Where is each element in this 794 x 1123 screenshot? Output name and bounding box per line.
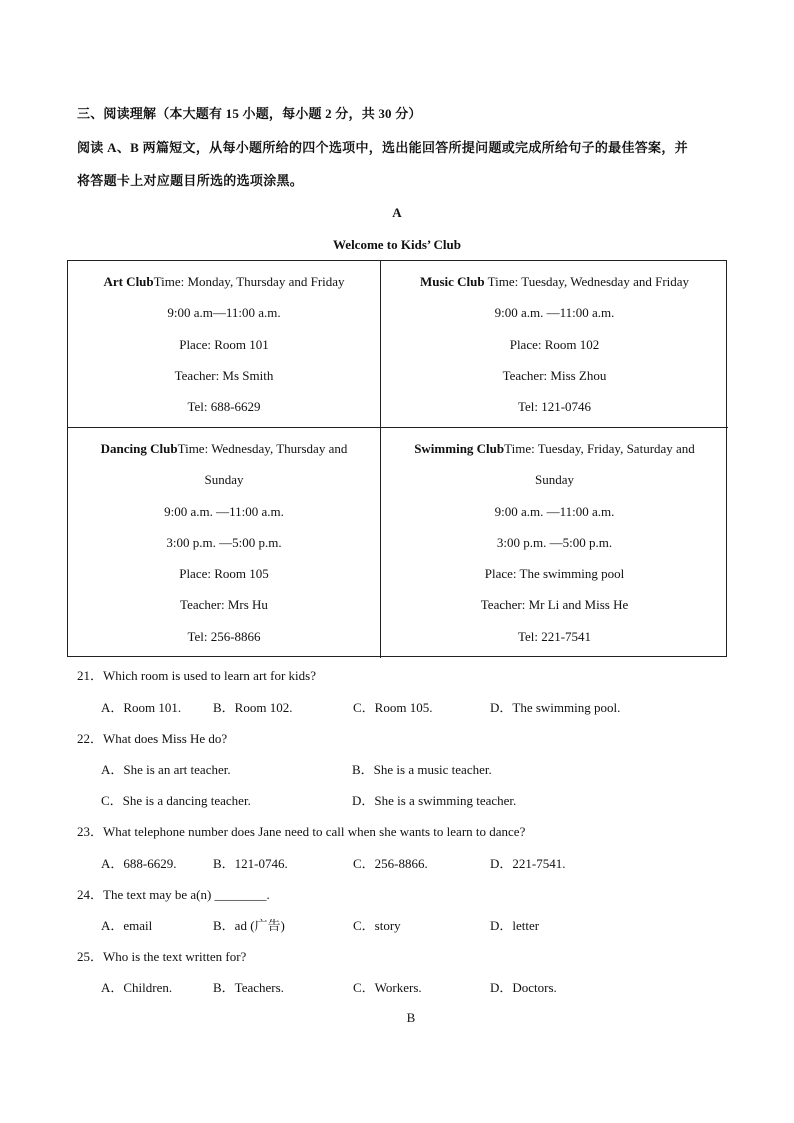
club-teacher: Teacher: Ms Smith — [174, 367, 274, 383]
question-24-option-b[interactable]: B．ad (广告) — [213, 918, 285, 933]
club-name: Swimming Club — [414, 441, 505, 456]
club-cell-music — [381, 261, 728, 428]
club-teacher: Teacher: Mrs Hu — [180, 597, 268, 613]
question-23-option-a[interactable]: A．688-6629. — [101, 856, 177, 871]
question-21-option-c[interactable]: C．Room 105. — [353, 700, 433, 715]
question-22-option-d[interactable]: D．She is a swimming teacher. — [352, 793, 517, 808]
question-24-stem: 24．The text may be a(n) ________. — [77, 887, 270, 902]
club-tel: Tel: 256-8866 — [187, 628, 261, 644]
club-tel: Tel: 688-6629 — [187, 399, 261, 415]
passage-a-title: Welcome to Kids’ Club — [333, 237, 461, 252]
club-teacher: Teacher: Mr Li and Miss He — [480, 597, 629, 613]
question-25-option-c[interactable]: C．Workers. — [353, 980, 422, 995]
question-25-option-a[interactable]: A．Children. — [101, 980, 173, 995]
question-22-option-b[interactable]: B．She is a music teacher. — [352, 762, 492, 777]
question-21-option-b[interactable]: B．Room 102. — [213, 700, 293, 715]
passage-b-label: B — [406, 1010, 416, 1025]
question-23-option-d[interactable]: D．221-7541. — [490, 856, 566, 871]
club-tel: Tel: 121-0746 — [517, 399, 592, 415]
club-hours: 9:00 a.m. —11:00 a.m. — [494, 503, 615, 519]
question-22-option-a[interactable]: A．She is an art teacher. — [101, 762, 231, 777]
club-name: Art Club — [103, 274, 154, 289]
question-21-stem: 21．Which room is used to learn art for kids? — [77, 668, 316, 683]
question-21-option-d[interactable]: D．The swimming pool. — [490, 700, 621, 715]
question-23-stem: 23．What telephone number does Jane need to call when she wants to learn to dance? — [77, 824, 526, 839]
club-hours: 9:00 a.m—11:00 a.m. — [167, 305, 281, 321]
club-time-continued: Sunday — [204, 472, 244, 488]
instruction-line-2: 将答题卡上对应题目所选的选项涂黑。 — [77, 173, 304, 188]
instruction-line-1: 阅读 A、B 两篇短文，从每小题所给的四个选项中，选出能回答所提问题或完成所给句子的最佳答案，并 — [77, 140, 688, 155]
question-24-option-c[interactable]: C．story — [353, 918, 401, 933]
question-23-option-c[interactable]: C．256-8866. — [353, 856, 428, 871]
club-cell-dancing — [68, 428, 381, 658]
question-24-option-d[interactable]: D．letter — [490, 918, 540, 933]
club-time-continued: Sunday — [535, 472, 574, 488]
question-22-stem: 22．What does Miss He do? — [77, 731, 228, 746]
club-hours: 9:00 a.m. —11:00 a.m. — [164, 503, 284, 519]
club-hours: 9:00 a.m. —11:00 a.m. — [494, 305, 615, 321]
club-place: Place: Room 101 — [179, 336, 269, 352]
club-time: Time: Wednesday, Thursday and — [177, 441, 348, 456]
question-25-option-b[interactable]: B．Teachers. — [213, 980, 284, 995]
question-25-option-d[interactable]: D．Doctors. — [490, 980, 557, 995]
club-time: Time: Monday, Thursday and Friday — [153, 274, 345, 289]
club-name: Music Club — [419, 274, 485, 289]
club-place: Place: Room 102 — [509, 336, 600, 352]
club-tel: Tel: 221-7541 — [517, 628, 592, 644]
passage-a-label: A — [392, 205, 402, 220]
club-cell-swimming — [381, 428, 728, 658]
club-teacher: Teacher: Miss Zhou — [502, 367, 607, 383]
question-21-option-a[interactable]: A．Room 101. — [101, 700, 182, 715]
club-time: Time: Tuesday, Wednesday and Friday — [484, 274, 690, 289]
question-24-option-a[interactable]: A．email — [101, 918, 153, 933]
club-place: Place: The swimming pool — [484, 566, 625, 582]
question-22-option-c[interactable]: C．She is a dancing teacher. — [101, 793, 251, 808]
question-25-stem: 25．Who is the text written for? — [77, 949, 247, 964]
club-name: Dancing Club — [100, 441, 178, 456]
club-table — [67, 260, 727, 657]
club-time: Time: Tuesday, Friday, Saturday and — [504, 441, 695, 456]
section-title: 三、阅读理解（本大题有 15 小题，每小题 2 分，共 30 分） — [77, 106, 422, 121]
club-hours: 3:00 p.m. —5:00 p.m. — [166, 534, 282, 550]
club-cell-art — [68, 261, 381, 428]
club-hours: 3:00 p.m. —5:00 p.m. — [496, 534, 613, 550]
question-23-option-b[interactable]: B．121-0746. — [213, 856, 288, 871]
club-place: Place: Room 105 — [179, 566, 269, 582]
